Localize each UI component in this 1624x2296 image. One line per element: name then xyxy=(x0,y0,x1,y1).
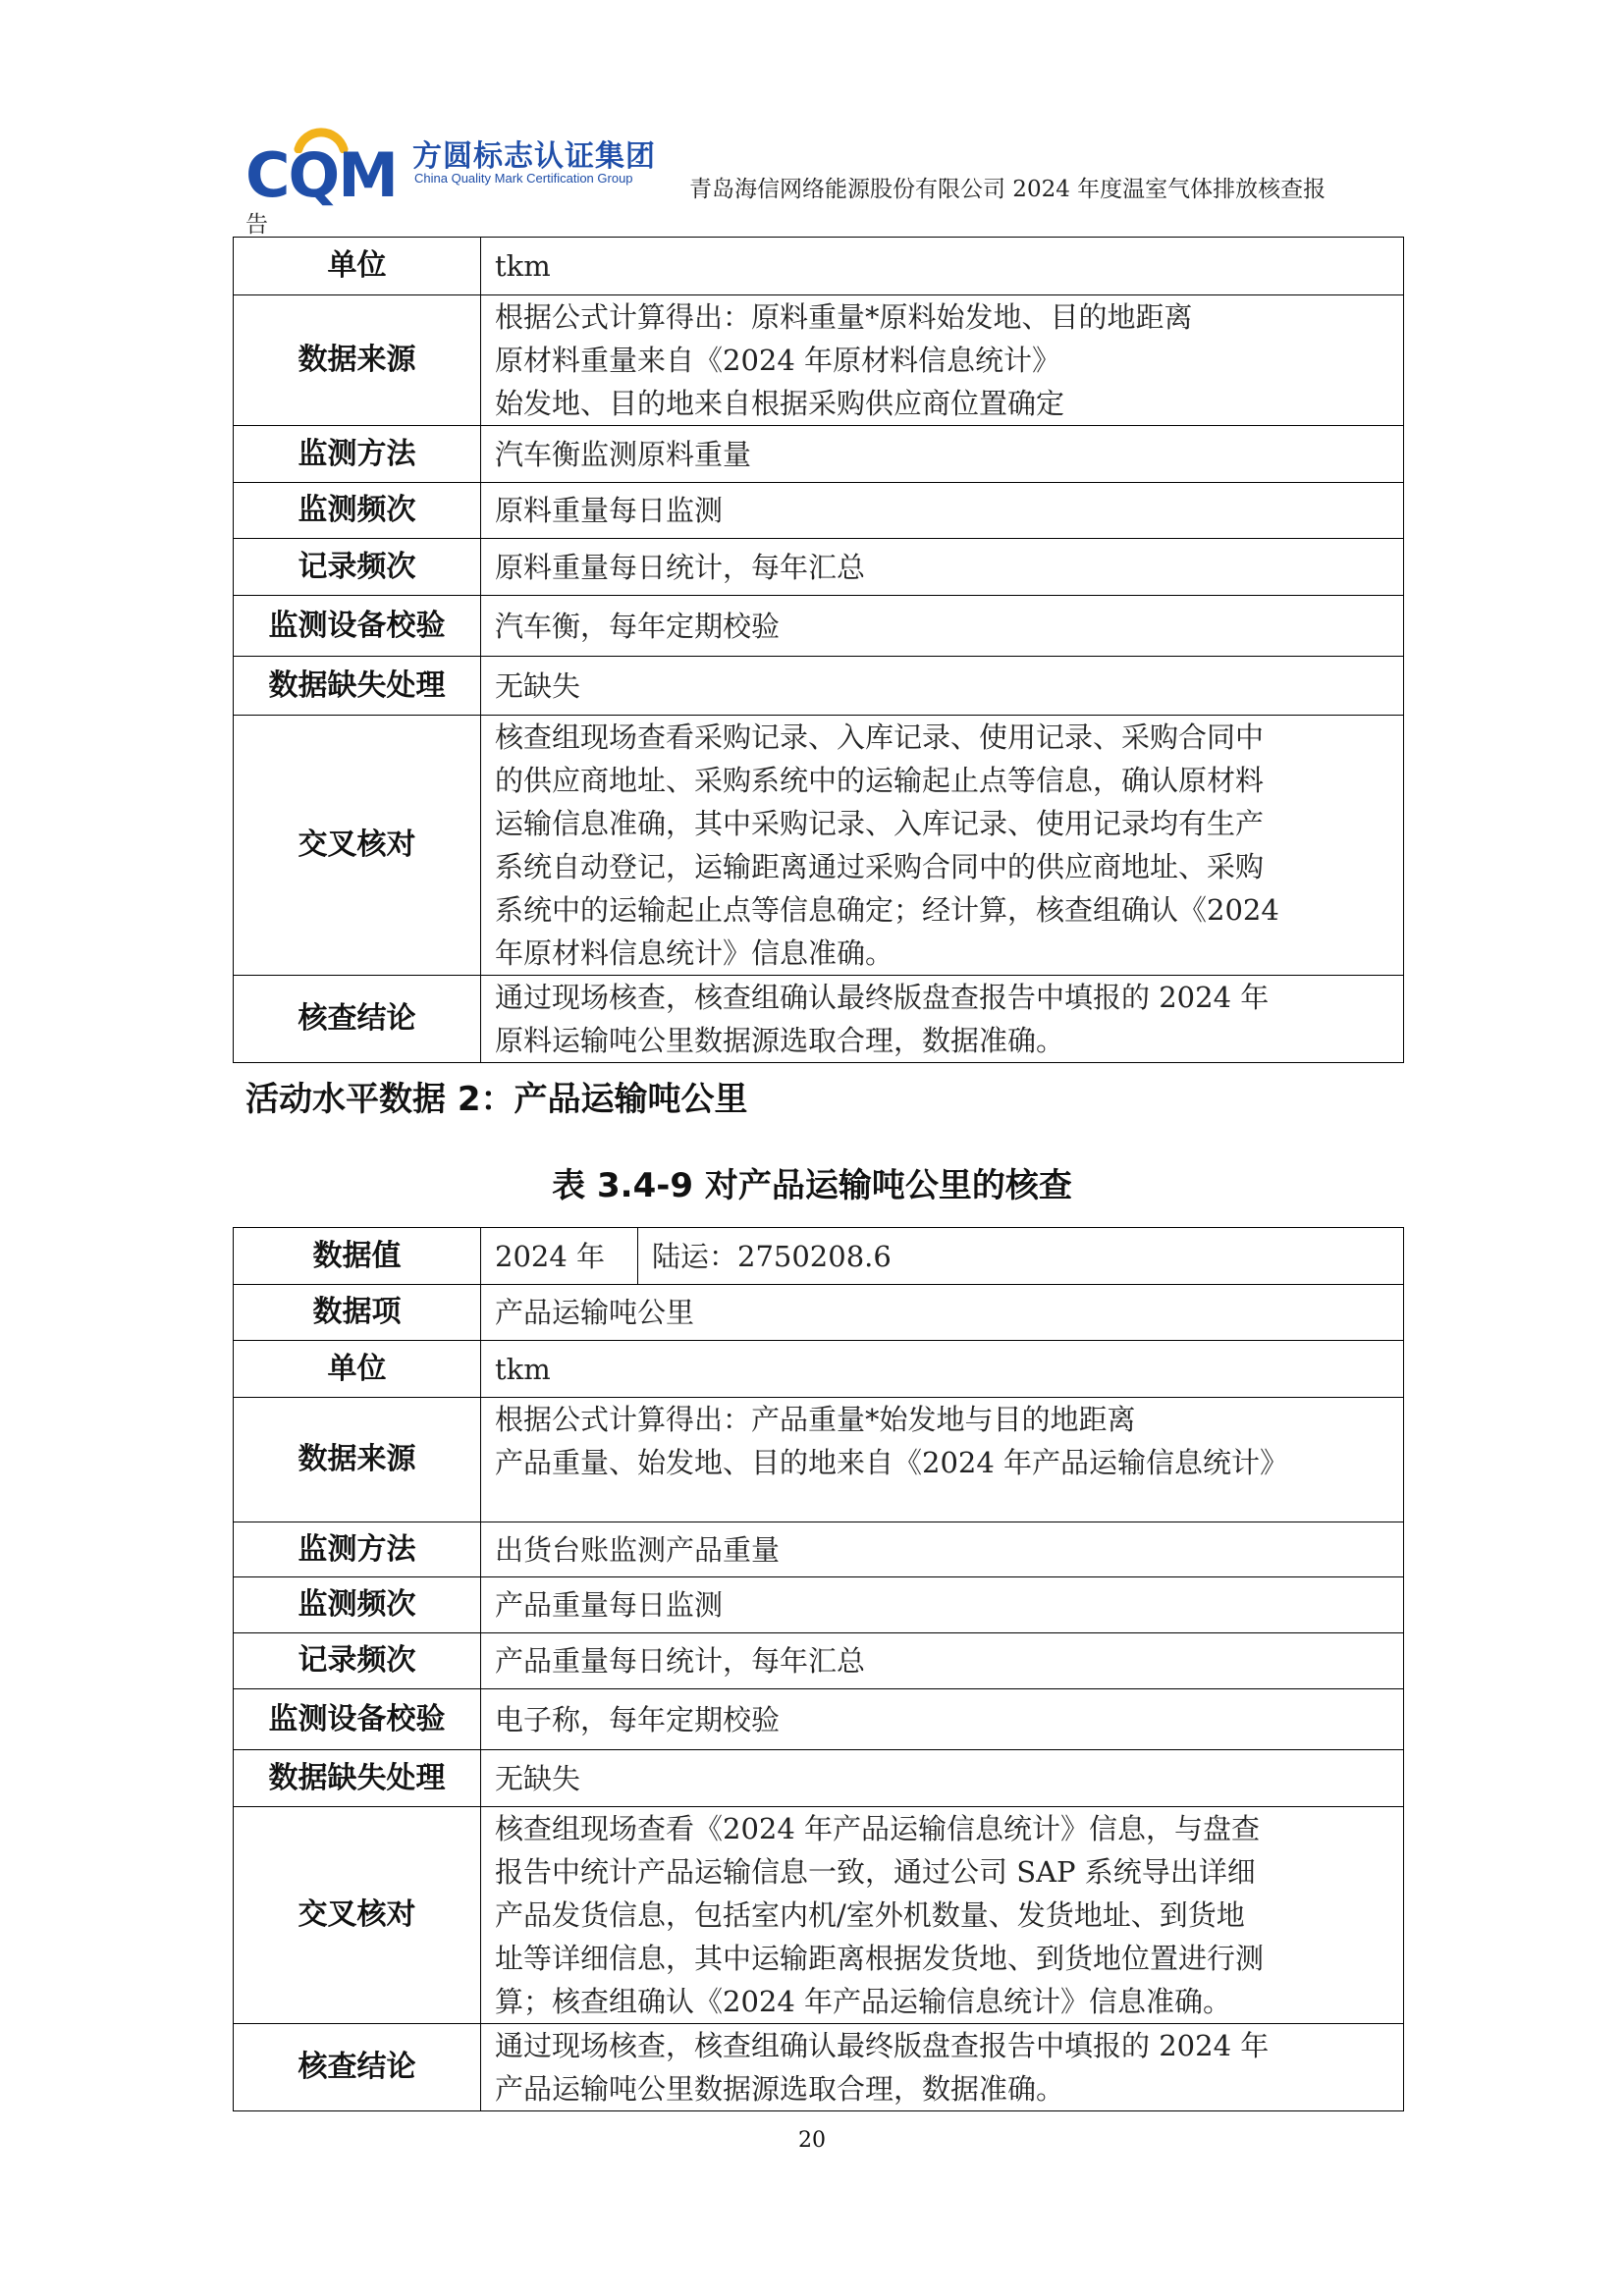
report-title: 青岛海信网络能源股份有限公司 2024 年度温室气体排放核查报 xyxy=(689,177,1326,202)
row-value: 核查组现场查看《2024 年产品运输信息统计》信息，与盘查 报告中统计产品运输信息一致，通过公司 SAP 系统导出详细 产品发货信息，包括室内机/室外机数量、发货地址、到货地 址等详细信息，其中运输距离根据发货地、到货地位置进行测 算；核查组确认《2024 年产品运输信息统计》信息准确。 xyxy=(481,1807,1404,2024)
table-row xyxy=(234,1633,1404,1689)
row-label: 单位 xyxy=(234,1341,481,1398)
row-label: 监测方法 xyxy=(234,426,481,483)
row-label: 交叉核对 xyxy=(234,1807,481,2024)
row-value: 核查组现场查看采购记录、入库记录、使用记录、采购合同中 的供应商地址、采购系统中的运输起止点等信息，确认原材料 运输信息准确，其中采购记录、入库记录、使用记录均有生产 系统自动登记，运输距离通过采购合同中的供应商地址、采购 系统中的运输起止点等信息确定；经计算，核查组确认《2024 年原材料信息统计》信息准确。 xyxy=(481,716,1404,976)
table-row xyxy=(234,1750,1404,1807)
cqm-logo xyxy=(245,137,397,211)
table-row xyxy=(234,1398,1404,1522)
row-label: 数据来源 xyxy=(234,295,481,426)
row-value: 无缺失 xyxy=(481,657,1404,716)
row-label: 单位 xyxy=(234,238,481,295)
row-value: 通过现场核查，核查组确认最终版盘查报告中填报的 2024 年 产品运输吨公里数据源选取合理，数据准确。 xyxy=(481,2024,1404,2111)
page-header xyxy=(245,128,1375,236)
row-label: 核查结论 xyxy=(234,976,481,1063)
row-value: 电子称，每年定期校验 xyxy=(481,1689,1404,1750)
row-label: 数据来源 xyxy=(234,1398,481,1522)
report-title-wrap: 告 xyxy=(245,212,268,238)
row-value: tkm xyxy=(481,1341,1404,1398)
row-value: tkm xyxy=(481,238,1404,295)
row-value: 产品重量每日统计，每年汇总 xyxy=(481,1633,1404,1689)
table-row xyxy=(234,1577,1404,1633)
table-row xyxy=(234,657,1404,716)
row-value: 原料重量每日监测 xyxy=(481,483,1404,539)
row-label: 交叉核对 xyxy=(234,716,481,976)
page-number: 20 xyxy=(798,2128,826,2153)
table-row xyxy=(234,539,1404,596)
raw-material-transport-table xyxy=(233,237,1404,1063)
row-label: 监测频次 xyxy=(234,1577,481,1633)
row-label: 记录频次 xyxy=(234,539,481,596)
row-label: 数据缺失处理 xyxy=(234,657,481,716)
table-row xyxy=(234,1341,1404,1398)
table-row xyxy=(234,596,1404,657)
logo-text: CQM xyxy=(245,139,397,211)
logo-english-name: China Quality Mark Certification Group xyxy=(414,171,633,186)
table-caption: 表 3.4-9 对产品运输吨公里的核查 xyxy=(552,1166,1072,1205)
row-value: 汽车衡，每年定期校验 xyxy=(481,596,1404,657)
row-label: 核查结论 xyxy=(234,2024,481,2111)
row-value: 通过现场核查，核查组确认最终版盘查报告中填报的 2024 年 原料运输吨公里数据源选取合理，数据准确。 xyxy=(481,976,1404,1063)
section-heading: 活动水平数据 2：产品运输吨公里 xyxy=(245,1080,748,1119)
table-row xyxy=(234,1285,1404,1341)
table-row xyxy=(234,1228,1404,1285)
row-label: 数据项 xyxy=(234,1285,481,1341)
table-row xyxy=(234,2024,1404,2111)
table-row xyxy=(234,976,1404,1063)
product-transport-table xyxy=(233,1227,1404,2111)
table-row xyxy=(234,426,1404,483)
row-label: 监测设备校验 xyxy=(234,1689,481,1750)
row-label: 监测频次 xyxy=(234,483,481,539)
row-label: 数据缺失处理 xyxy=(234,1750,481,1807)
logo-chinese-name: 方圆标志认证集团 xyxy=(412,139,656,174)
table-row xyxy=(234,1807,1404,2024)
row-value: 出货台账监测产品重量 xyxy=(481,1522,1404,1577)
row-value: 无缺失 xyxy=(481,1750,1404,1807)
table-row xyxy=(234,1689,1404,1750)
table-row xyxy=(234,1522,1404,1577)
row-label: 数据值 xyxy=(234,1228,481,1285)
row-value: 产品运输吨公里 xyxy=(481,1285,1404,1341)
row-value: 原料重量每日统计，每年汇总 xyxy=(481,539,1404,596)
table-row xyxy=(234,238,1404,295)
row-value: 产品重量每日监测 xyxy=(481,1577,1404,1633)
row-label: 记录频次 xyxy=(234,1633,481,1689)
row-value: 根据公式计算得出：产品重量*始发地与目的地距离 产品重量、始发地、目的地来自《2024 年产品运输信息统计》 xyxy=(481,1398,1404,1522)
row-value: 根据公式计算得出：原料重量*原料始发地、目的地距离 原材料重量来自《2024 年原材料信息统计》 始发地、目的地来自根据采购供应商位置确定 xyxy=(481,295,1404,426)
table-row xyxy=(234,295,1404,426)
table-row xyxy=(234,716,1404,976)
row-value: 汽车衡监测原料重量 xyxy=(481,426,1404,483)
value-cell: 陆运：2750208.6 xyxy=(638,1228,1404,1285)
year-cell: 2024 年 xyxy=(481,1228,638,1285)
table-row xyxy=(234,483,1404,539)
row-label: 监测方法 xyxy=(234,1522,481,1577)
row-label: 监测设备校验 xyxy=(234,596,481,657)
